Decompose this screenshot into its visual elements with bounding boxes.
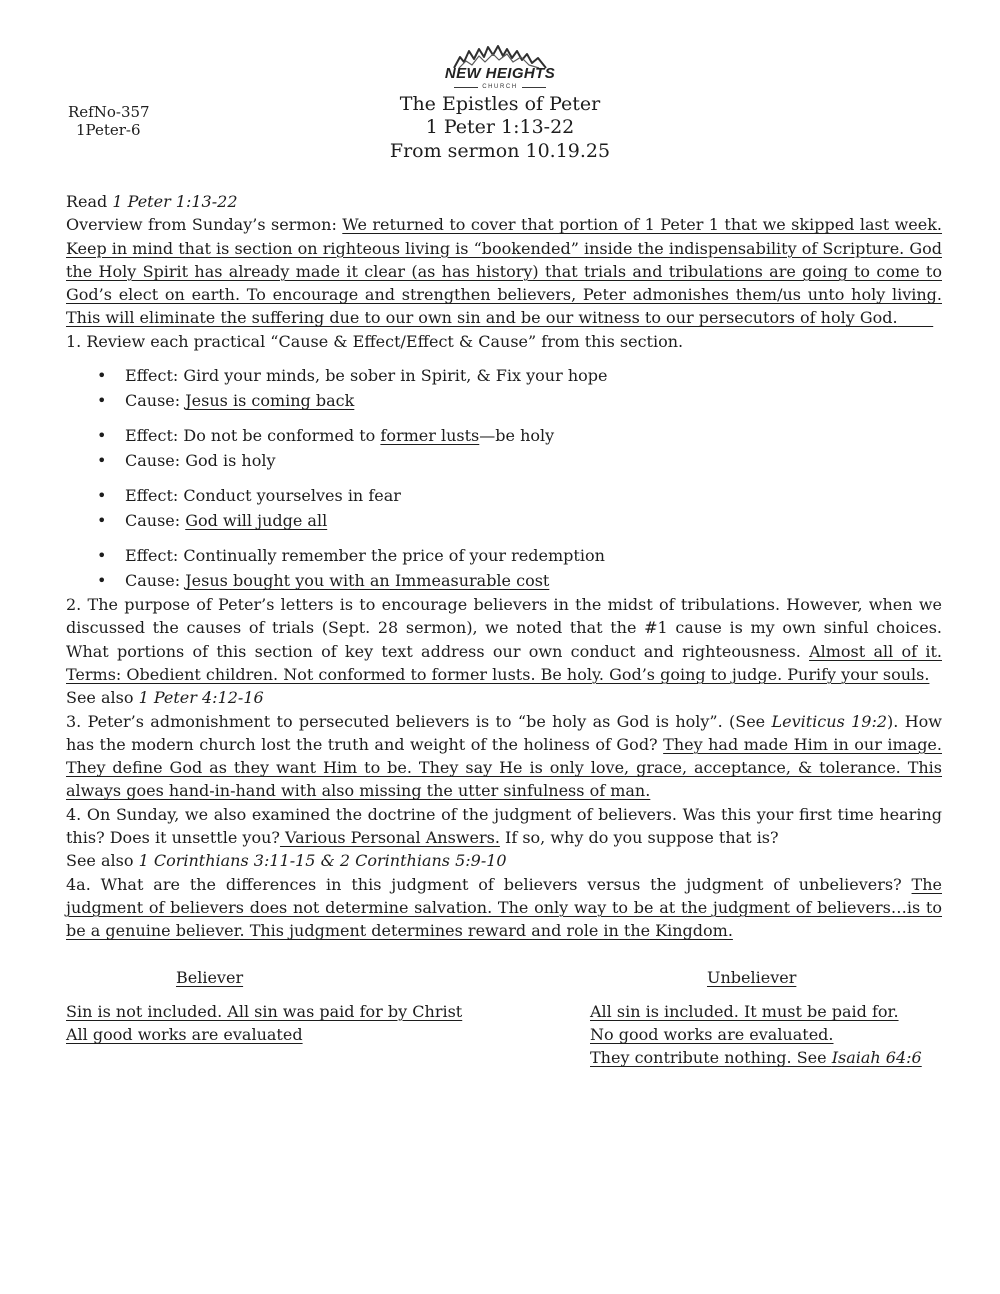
unbeliever-line-3 [590, 1046, 942, 1069]
text-run: Isaiah 64:6 [831, 1048, 922, 1068]
list-item-effect-4 [66, 543, 942, 568]
logo-title: NEW HEIGHTS [444, 65, 556, 82]
text-run: They contribute nothing. See [590, 1048, 832, 1068]
see-also-prefix: See also [66, 688, 139, 708]
church-logo [0, 42, 1000, 90]
believer-unbeliever-comparison [66, 966, 942, 1070]
question-1-heading: 1. Review each practical “Cause & Effect/Effect & Cause” from this section. [66, 331, 684, 351]
text-run: Effect: Gird your minds, be sober in Spirit, & Fix your hope [125, 366, 608, 386]
text-run: Jesus is coming back [185, 391, 355, 411]
text-run: Sin is not included. All sin was paid for by Christ [66, 1001, 463, 1021]
question-2-paragraph [66, 593, 942, 686]
text-run: 4. On Sunday, we also examined the doctrine of the judgment of believers. Was this your first time hearing this? Does it unsettle you? [66, 804, 942, 848]
unbeliever-column-header: Unbeliever [707, 967, 797, 987]
list-item-effect-2 [66, 423, 942, 448]
believer-column [66, 966, 590, 1070]
text-run: Cause: [125, 391, 186, 411]
logo-subtitle: CHURCH [482, 84, 518, 90]
see-also-reference: 1 Peter 4:12-16 [138, 688, 264, 708]
list-item-cause-3 [66, 508, 942, 533]
text-run: 2. The purpose of Peter’s letters is to encourage believers in the midst of tribulations. However, when we discussed the causes of trials (Sept. 28 sermon), we noted that the #1 cause is my own sinful choices. What portions of this section of key text address our own conduct and righteousness. [66, 595, 942, 661]
text-run: Almost all of it. Terms: Obedient children. Not conformed to former lusts. Be holy. God’s going to judge. Purify your souls. [66, 641, 942, 684]
question-4a-paragraph [66, 873, 942, 943]
overview-paragraph [66, 213, 942, 329]
overview-label: Overview from Sunday’s sermon: [66, 215, 343, 235]
believer-column-header: Believer [176, 967, 244, 987]
text-run: Effect: Continually remember the price of your redemption [125, 546, 605, 566]
text-run: Cause: [125, 571, 186, 591]
list-item-effect-3 [66, 483, 942, 508]
text-run: Cause: [125, 511, 186, 531]
text-run: 4a. What are the differences in this judgment of believers versus the judgment of unbelievers? [66, 874, 912, 894]
read-line [66, 190, 942, 213]
document-title [0, 93, 1000, 163]
worksheet-content [66, 190, 942, 1070]
believer-line-2 [66, 1023, 590, 1046]
text-run: Effect: Conduct yourselves in fear [125, 486, 401, 506]
read-prefix: Read [66, 192, 113, 211]
logo-subtitle-row [0, 84, 1000, 90]
text-run: Jesus bought you with an Immeasurable cost [185, 571, 550, 591]
ref-number: RefNo-357 [68, 103, 150, 121]
title-line-3: From sermon 10.19.25 [389, 139, 611, 162]
unbeliever-column [590, 966, 942, 1070]
question-4-paragraph [66, 803, 942, 850]
question-2-see-also [66, 686, 942, 709]
overview-answer: We returned to cover that portion of 1 Peter 1 that we skipped last week. Keep in mind that is section on righteous living is “bookended” inside the indispensability of Scripture. God the Holy Spirit has already made it clear (as has history) that trials and tribulations are going to come to God’s elect on earth. To encourage and strengthen believers, Peter admonishes them/us unto holy living. This will eliminate the suffering due to our own sin and be our witness to our persecutors of holy God. [66, 215, 943, 328]
ref-code: 1Peter-6 [76, 121, 141, 139]
title-line-1: The Epistles of Peter [399, 93, 601, 115]
question-3-paragraph [66, 710, 942, 803]
text-run: All sin is included. It must be paid for. [590, 1001, 899, 1021]
list-item-cause-2 [66, 448, 942, 473]
question-4-see-also [66, 849, 942, 872]
unbeliever-line-2 [590, 1023, 942, 1046]
see-also-prefix: See also [66, 851, 139, 871]
text-run: 3. Peter’s admonishment to persecuted believers is to “be holy as God is holy”. (See [66, 711, 772, 731]
unbeliever-column-header-row [590, 966, 942, 989]
text-run: God will judge all [185, 511, 328, 531]
believer-line-1 [66, 1000, 590, 1023]
text-run: Cause: God is holy [125, 451, 276, 471]
text-run: —be holy [479, 426, 555, 446]
overview-trailing-underline [898, 308, 934, 327]
text-run: former lusts [380, 426, 480, 446]
logo-rule-left [454, 87, 478, 88]
read-reference: 1 Peter 1:13-22 [112, 192, 238, 211]
title-line-2: 1 Peter 1:13-22 [425, 116, 575, 139]
text-run: No good works are evaluated. [590, 1025, 834, 1045]
see-also-reference: 1 Corinthians 3:11-15 & 2 Corinthians 5:9-10 [138, 851, 507, 871]
text-run: They had made Him in our image. They define God as they want Him to be. They say He is only love, grace, acceptance, & tolerance. This always goes hand-in-hand with also missing the utter sinfulness of man. [66, 734, 942, 801]
text-run: If so, why do you suppose that is? [499, 828, 779, 848]
list-item-cause-1 [66, 388, 942, 413]
text-run: Various Personal Answers. [279, 828, 500, 848]
text-run: All good works are evaluated [66, 1025, 303, 1045]
text-run: The judgment of believers does not determine salvation. The only way to be at the judgment of believers…is to be a genuine believer. This judgment determines reward and role in the Kingdom. [66, 874, 942, 941]
cause-effect-list [66, 363, 942, 593]
text-run: Effect: Do not be conformed to [125, 426, 381, 446]
believer-column-header-row [66, 966, 590, 989]
list-item-cause-4 [66, 568, 942, 593]
list-item-effect-1 [66, 363, 942, 388]
unbeliever-line-1 [590, 1000, 942, 1023]
text-run: Leviticus 19:2 [771, 711, 888, 731]
logo-rule-right [522, 87, 546, 88]
text-run: ). How has the modern church lost the truth and weight of the holiness of God? [66, 711, 942, 754]
